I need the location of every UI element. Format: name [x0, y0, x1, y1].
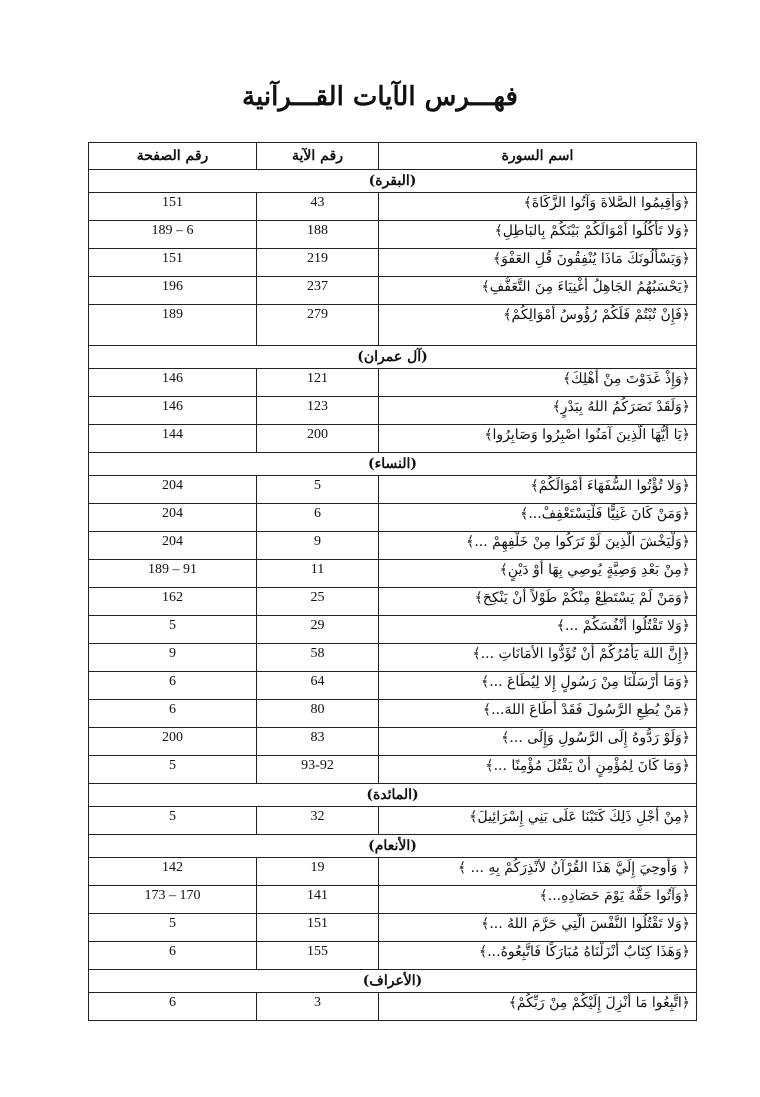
surah-name: (الأعراف): [89, 970, 697, 993]
verse-text-cell: ﴿وَأَقِيمُوا الصَّلاةَ وَآتُوا الزَّكَاةَ﴾: [379, 193, 697, 221]
verse-number-cell: 25: [257, 588, 379, 616]
verse-text-cell: ﴿وَهَذَا كِتَابٌ أَنْزَلْنَاهُ مُبَارَكًا فَاتَّبِعُوهُ...﴾: [379, 942, 697, 970]
surah-name: (الأنعام): [89, 835, 697, 858]
verse-text-cell: ﴿وَلا تَأْكُلُوا أَمْوَالَكُمْ بَيْنَكُمْ بِالبَاطِلِ﴾: [379, 221, 697, 249]
verse-text-cell: ﴿وَمَا كَانَ لِمُؤْمِنٍ أَنْ يَقْتُلَ مُؤْمِنًا ...﴾: [379, 756, 697, 784]
verse-text-cell: ﴿وَمَنْ كَانَ غَنِيًّا فَلْيَسْتَعْفِفْ...﴾: [379, 504, 697, 532]
verse-number-cell: 141: [257, 886, 379, 914]
header-verse-number: رقم الآية: [257, 143, 379, 170]
page-number-cell: 6: [89, 993, 257, 1021]
table-row: [89, 700, 697, 728]
table-row: [89, 914, 697, 942]
surah-header-row: [89, 970, 697, 993]
page-number-cell: 6: [89, 700, 257, 728]
header-page-number: رقم الصفحة: [89, 143, 257, 170]
page-number-cell: 204: [89, 504, 257, 532]
verse-number-cell: 200: [257, 425, 379, 453]
table-row: [89, 476, 697, 504]
table-row: [89, 756, 697, 784]
page-number-cell: 200: [89, 728, 257, 756]
verse-text-cell: ﴿وَلا تُؤْتُوا السُّفَهَاءَ أَمْوَالَكُمْ﴾: [379, 476, 697, 504]
table-row: [89, 193, 697, 221]
table-row: [89, 249, 697, 277]
page-number-cell: 204: [89, 532, 257, 560]
verse-number-cell: 32: [257, 807, 379, 835]
surah-header-row: [89, 784, 697, 807]
page-number-cell: 189 – 6: [89, 221, 257, 249]
verse-text-cell: ﴿وَلا تَقْتُلُوا النَّفْسَ الَّتِي حَرَّمَ اللهُ ...﴾: [379, 914, 697, 942]
table-row: [89, 588, 697, 616]
table-body: [89, 170, 697, 1021]
table-row: [89, 672, 697, 700]
verse-number-cell: 29: [257, 616, 379, 644]
page-number-cell: 189 – 91: [89, 560, 257, 588]
verse-text-cell: ﴿وَيَسْأَلُونَكَ مَاذَا يُنْفِقُونَ قُلِ العَفْوَ﴾: [379, 249, 697, 277]
page-number-cell: 9: [89, 644, 257, 672]
verse-number-cell: 5: [257, 476, 379, 504]
table-row: [89, 858, 697, 886]
surah-name: (آل عمران): [89, 346, 697, 369]
table-row: [89, 532, 697, 560]
verse-text-cell: ﴿مِنْ بَعْدِ وَصِيَّةٍ يُوصِي بِهَا أَوْ دَيْنٍ﴾: [379, 560, 697, 588]
verse-text-cell: ﴿اتَّبِعُوا مَا أُنْزِلَ إِلَيْكُمْ مِنْ رَبِّكُمْ﴾: [379, 993, 697, 1021]
page-number-cell: 144: [89, 425, 257, 453]
page-number-cell: 5: [89, 807, 257, 835]
page-number-cell: 204: [89, 476, 257, 504]
surah-header-row: [89, 346, 697, 369]
page-number-cell: 173 – 170: [89, 886, 257, 914]
verse-number-cell: 279: [257, 305, 379, 346]
verse-number-cell: 188: [257, 221, 379, 249]
verse-number-cell: 237: [257, 277, 379, 305]
table-row: [89, 504, 697, 532]
page-number-cell: 142: [89, 858, 257, 886]
table-row: [89, 560, 697, 588]
verse-text-cell: ﴿يَحْسَبُهُمُ الجَاهِلُ أَغْنِيَاءَ مِنَ التَّعَفُّفِ﴾: [379, 277, 697, 305]
page-number-cell: 189: [89, 305, 257, 346]
verse-number-cell: 123: [257, 397, 379, 425]
verse-text-cell: ﴿يَا أَيُّهَا الَّذِينَ آمَنُوا اصْبِرُوا وَصَابِرُوا﴾: [379, 425, 697, 453]
verse-number-cell: 58: [257, 644, 379, 672]
page-number-cell: 151: [89, 193, 257, 221]
surah-name: (النساء): [89, 453, 697, 476]
table-row: [89, 425, 697, 453]
verse-text-cell: ﴿إِنَّ اللهَ يَأْمُرُكُمْ أَنْ تُؤَدُّوا الأَمَانَاتِ ...﴾: [379, 644, 697, 672]
verse-number-cell: 3: [257, 993, 379, 1021]
table-row: [89, 221, 697, 249]
verse-number-cell: 93-92: [257, 756, 379, 784]
table-row: [89, 369, 697, 397]
verse-number-cell: 80: [257, 700, 379, 728]
table-header-row: [89, 143, 697, 170]
table-row: [89, 277, 697, 305]
page-number-cell: 5: [89, 914, 257, 942]
table-row: [89, 305, 697, 346]
verse-text-cell: ﴿وَلا تَقْتُلُوا أَنْفُسَكُمْ ...﴾: [379, 616, 697, 644]
page-number-cell: 5: [89, 756, 257, 784]
surah-header-row: [89, 835, 697, 858]
verse-number-cell: 151: [257, 914, 379, 942]
verse-number-cell: 121: [257, 369, 379, 397]
table-row: [89, 397, 697, 425]
verse-number-cell: 43: [257, 193, 379, 221]
verses-index-table: [88, 142, 697, 1021]
table-row: [89, 616, 697, 644]
verse-text-cell: ﴿ وَأُوحِيَ إِلَيَّ هَذَا القُرْآنُ لأُنْذِرَكُمْ بِهِ ... ﴾: [379, 858, 697, 886]
page-number-cell: 146: [89, 369, 257, 397]
verse-number-cell: 6: [257, 504, 379, 532]
page-number-cell: 162: [89, 588, 257, 616]
surah-header-row: [89, 170, 697, 193]
surah-name: (المائدة): [89, 784, 697, 807]
verse-text-cell: ﴿فَإِنْ تُبْتُمْ فَلَكُمْ رُؤُوسُ أَمْوَالِكُمْ﴾: [379, 305, 697, 346]
verse-text-cell: ﴿وَمَا أَرْسَلْنَا مِنْ رَسُولٍ إِلا لِيُطَاعَ ...﴾: [379, 672, 697, 700]
verse-text-cell: ﴿مِنْ أَجْلِ ذَلِكَ كَتَبْنَا عَلَى بَنِي إِسْرَائِيلَ﴾: [379, 807, 697, 835]
table-row: [89, 728, 697, 756]
verse-number-cell: 19: [257, 858, 379, 886]
page-number-cell: 6: [89, 942, 257, 970]
page-number-cell: 196: [89, 277, 257, 305]
page-title: فهـــرس الآيات القـــرآنية: [242, 82, 518, 112]
page-number-cell: 6: [89, 672, 257, 700]
verse-number-cell: 219: [257, 249, 379, 277]
page-number-cell: 146: [89, 397, 257, 425]
page-number-cell: 151: [89, 249, 257, 277]
verse-number-cell: 83: [257, 728, 379, 756]
verse-text-cell: ﴿وَمَنْ لَمْ يَسْتَطِعْ مِنْكُمْ طَوْلاً أَنْ يَنْكِحَ﴾: [379, 588, 697, 616]
verse-text-cell: ﴿وَلَوْ رَدُّوهُ إِلَى الرَّسُولِ وَإِلَى ...﴾: [379, 728, 697, 756]
table-row: [89, 807, 697, 835]
header-surah-name: اسم السورة: [379, 143, 697, 170]
verse-text-cell: ﴿وَآتُوا حَقَّهُ يَوْمَ حَصَادِهِ...﴾: [379, 886, 697, 914]
verse-number-cell: 155: [257, 942, 379, 970]
verse-number-cell: 64: [257, 672, 379, 700]
verse-text-cell: ﴿وَإِذْ غَدَوْتَ مِنْ أَهْلِكَ﴾: [379, 369, 697, 397]
surah-header-row: [89, 453, 697, 476]
verse-text-cell: ﴿وَلْيَخْشَ الَّذِينَ لَوْ تَرَكُوا مِنْ خَلْفِهِمْ ...﴾: [379, 532, 697, 560]
page-number-cell: 5: [89, 616, 257, 644]
verse-number-cell: 11: [257, 560, 379, 588]
table-row: [89, 993, 697, 1021]
verse-text-cell: ﴿مَنْ يُطِعِ الرَّسُولَ فَقَدْ أَطَاعَ اللهَ...﴾: [379, 700, 697, 728]
verse-number-cell: 9: [257, 532, 379, 560]
table-row: [89, 886, 697, 914]
table-row: [89, 644, 697, 672]
verse-text-cell: ﴿وَلَقَدْ نَصَرَكُمُ اللهُ بِبَدْرٍ﴾: [379, 397, 697, 425]
surah-name: (البقرة): [89, 170, 697, 193]
table-row: [89, 942, 697, 970]
